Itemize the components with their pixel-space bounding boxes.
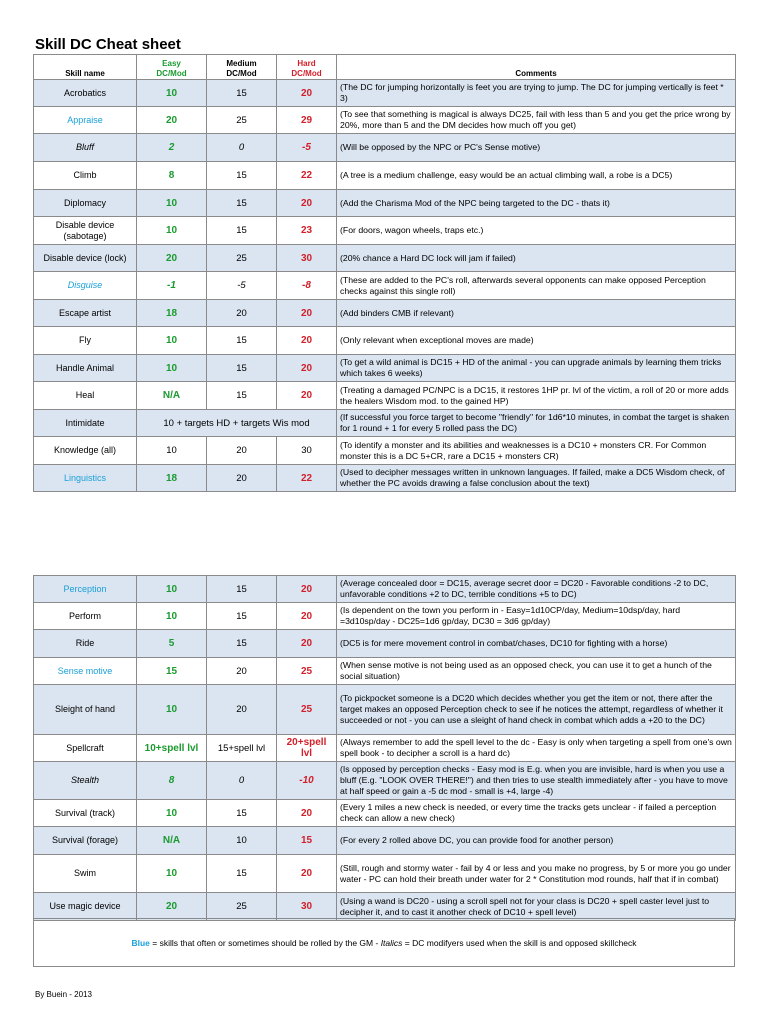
skill-name: Disable device (lock)	[34, 245, 137, 272]
comment: (To identify a monster and its abilities and weaknesses is a DC10 + monsters CR. For Common monster this is a DC 5+CR, rare a DC15 + monsters CR)	[337, 437, 736, 465]
dc-medium: 20	[207, 658, 277, 685]
dc-medium: 15	[207, 603, 277, 630]
dc-easy: N/A	[137, 382, 207, 410]
skill-name: Ride	[34, 630, 137, 658]
skill-name: Disguise	[34, 272, 137, 300]
dc-medium: 15	[207, 382, 277, 410]
table-row	[34, 437, 736, 465]
dc-medium: 15	[207, 190, 277, 217]
table-row	[34, 576, 736, 603]
header-medium: Medium DC/Mod	[207, 55, 277, 80]
dc-hard: 20	[277, 576, 337, 603]
dc-medium: 15	[207, 355, 277, 382]
skill-name: Bluff	[34, 134, 137, 162]
table-row	[34, 465, 736, 492]
skill-name: Disable device (sabotage)	[34, 217, 137, 245]
table-row	[34, 300, 736, 327]
table-row	[34, 603, 736, 630]
dc-medium: 20	[207, 685, 277, 735]
dc-easy: 10	[137, 576, 207, 603]
table-header-row	[34, 55, 736, 80]
dc-medium: 15	[207, 80, 277, 107]
legend-italics-word: Italics	[380, 937, 403, 948]
skill-name: Intimidate	[34, 410, 137, 437]
legend-part1: = skills that often or sometimes should be rolled by the GM -	[149, 937, 381, 948]
comment: (Used to decipher messages written in unknown languages. If failed, make a DC5 Wisdom check, of whether the PC avoids drawing a false conclusion about the text)	[337, 465, 736, 492]
skill-name: Use magic device	[34, 893, 137, 921]
page-title: Skill DC Cheat sheet	[35, 36, 181, 53]
legend-part2: = DC modifyers used when the skill is and opposed skillcheck	[402, 937, 637, 948]
table-row	[34, 855, 736, 893]
table-row	[34, 762, 736, 800]
comment: (Every 1 miles a new check is needed, or every time the tracks gets unclear - if failed a perception check can allow a new check)	[337, 800, 736, 827]
table-row	[34, 827, 736, 855]
comment: (A tree is a medium challenge, easy would be an actual climbing wall, a robe is a DC5)	[337, 162, 736, 190]
legend	[33, 918, 735, 967]
dc-easy: 10	[137, 855, 207, 893]
dc-medium: -5	[207, 272, 277, 300]
skill-name: Handle Animal	[34, 355, 137, 382]
dc-medium: 25	[207, 893, 277, 921]
dc-hard: 20	[277, 355, 337, 382]
header-easy: Easy DC/Mod	[137, 55, 207, 80]
comment: (The DC for jumping horizontally is feet you are trying to jump. The DC for jumping vertically is feet * 3)	[337, 80, 736, 107]
dc-easy: 18	[137, 300, 207, 327]
dc-hard: 30	[277, 245, 337, 272]
skill-table-bottom	[33, 575, 736, 921]
skill-name: Escape artist	[34, 300, 137, 327]
comment: (Is opposed by perception checks - Easy mod is E.g. when you are invisible, hard is when you use a bluff (E.g. "LOOK OVER THERE!") and then tries to use stealth immediately after - you have to move at half speed or gain a -5 dc mod - small is +4, large -4)	[337, 762, 736, 800]
dc-medium: 25	[207, 107, 277, 134]
dc-hard: 20	[277, 603, 337, 630]
table-row	[34, 245, 736, 272]
dc-hard: 20+spell lvl	[277, 735, 337, 762]
table-row	[34, 893, 736, 921]
comment: (Add binders CMB if relevant)	[337, 300, 736, 327]
dc-easy: 18	[137, 465, 207, 492]
dc-hard: 29	[277, 107, 337, 134]
comment: (DC5 is for mere movement control in combat/chases, DC10 for fighting with a horse)	[337, 630, 736, 658]
table-row	[34, 162, 736, 190]
table-row	[34, 327, 736, 355]
dc-easy: 10	[137, 603, 207, 630]
dc-easy: 10	[137, 685, 207, 735]
dc-medium: 0	[207, 762, 277, 800]
skill-name: Sleight of hand	[34, 685, 137, 735]
dc-medium: 25	[207, 245, 277, 272]
dc-easy: 10	[137, 190, 207, 217]
comment: (Only relevant when exceptional moves are made)	[337, 327, 736, 355]
dc-hard: -10	[277, 762, 337, 800]
dc-medium: 0	[207, 134, 277, 162]
comment: (Is dependent on the town you perform in - Easy=1d10CP/day, Medium=10dsp/day, hard =3d10sp/day - DC25=1d6 gp/day, DC30 = 3d6 gp/day)	[337, 603, 736, 630]
skill-name: Swim	[34, 855, 137, 893]
dc-span: 10 + targets HD + targets Wis mod	[137, 410, 337, 437]
dc-hard: 20	[277, 382, 337, 410]
dc-easy: 5	[137, 630, 207, 658]
dc-hard: 20	[277, 800, 337, 827]
table-row	[34, 410, 736, 437]
table-row	[34, 800, 736, 827]
dc-easy: N/A	[137, 827, 207, 855]
legend-text	[131, 938, 636, 948]
dc-easy: 10	[137, 437, 207, 465]
dc-hard: 25	[277, 658, 337, 685]
comment: (To see that something is magical is always DC25, fail with less than 5 and you get the price wrong by 20%, more than 5 and the DM decides how much off you get)	[337, 107, 736, 134]
header-comments: Comments	[337, 55, 736, 80]
dc-medium: 15+spell lvl	[207, 735, 277, 762]
skill-name: Climb	[34, 162, 137, 190]
skill-name: Fly	[34, 327, 137, 355]
dc-hard: 30	[277, 437, 337, 465]
skill-name: Survival (track)	[34, 800, 137, 827]
dc-medium: 15	[207, 327, 277, 355]
comment: (For doors, wagon wheels, traps etc.)	[337, 217, 736, 245]
table-row	[34, 107, 736, 134]
dc-easy: 10	[137, 327, 207, 355]
table-row	[34, 355, 736, 382]
skill-name: Survival (forage)	[34, 827, 137, 855]
comment: (Still, rough and stormy water - fail by 4 or less and you make no progress, by 5 or more you go under water - PC can hold their breath under water for 2 * Constitution mod rounds, half that if in combat)	[337, 855, 736, 893]
dc-hard: -5	[277, 134, 337, 162]
dc-easy: 20	[137, 245, 207, 272]
credit: By Buein - 2013	[35, 990, 92, 999]
dc-easy: 10	[137, 800, 207, 827]
comment: (For every 2 rolled above DC, you can provide food for another person)	[337, 827, 736, 855]
dc-easy: 8	[137, 762, 207, 800]
comment: (These are added to the PC's roll, afterwards several opponents can make opposed Perception checks against this single roll)	[337, 272, 736, 300]
skill-name: Linguistics	[34, 465, 137, 492]
comment: (Always remember to add the spell level to the dc - Easy is only when targeting a spell from one's own spell book - to decipher a scroll is a hard dc)	[337, 735, 736, 762]
dc-easy: 10	[137, 355, 207, 382]
comment: (Using a wand is DC20 - using a scroll spell not for your class is DC20 + spell caster level just to decipher it, and to cast it another check of DC10 + spell level)	[337, 893, 736, 921]
dc-medium: 15	[207, 162, 277, 190]
table-row	[34, 630, 736, 658]
legend-blue-word: Blue	[131, 937, 150, 948]
dc-hard: 20	[277, 630, 337, 658]
dc-medium: 15	[207, 576, 277, 603]
dc-hard: 23	[277, 217, 337, 245]
dc-hard: 15	[277, 827, 337, 855]
comment: (When sense motive is not being used as an opposed check, you can use it to get a hunch of the social situation)	[337, 658, 736, 685]
dc-hard: -8	[277, 272, 337, 300]
skill-name: Spellcraft	[34, 735, 137, 762]
table-row	[34, 658, 736, 685]
skill-name: Perform	[34, 603, 137, 630]
comment: (Will be opposed by the NPC or PC's Sense motive)	[337, 134, 736, 162]
comment: (To pickpocket someone is a DC20 which decides whether you get the item or not, there after the target makes an opposed Perception check to see if he notices the attempt, regardless of whether it succeeded or not - you can use a sleight of hand check in combat which adds a +20 to the DC)	[337, 685, 736, 735]
dc-hard: 20	[277, 855, 337, 893]
dc-hard: 20	[277, 190, 337, 217]
dc-easy: 8	[137, 162, 207, 190]
table-row	[34, 217, 736, 245]
dc-easy: 20	[137, 107, 207, 134]
dc-easy: 10	[137, 217, 207, 245]
skill-name: Acrobatics	[34, 80, 137, 107]
skill-name: Stealth	[34, 762, 137, 800]
table-row	[34, 735, 736, 762]
table-row	[34, 382, 736, 410]
comment: (Average concealed door = DC15, average secret door = DC20 - Favorable conditions -2 to DC, unfavorable conditions +2 to DC, terrible conditions +5 to DC)	[337, 576, 736, 603]
comment: (Add the Charisma Mod of the NPC being targeted to the DC - thats it)	[337, 190, 736, 217]
dc-medium: 15	[207, 217, 277, 245]
comment: (To get a wild animal is DC15 + HD of the animal - you can upgrade animals by learning them tricks which takes 6 weeks)	[337, 355, 736, 382]
dc-hard: 30	[277, 893, 337, 921]
header-skill: Skill name	[34, 55, 137, 80]
skill-name: Sense motive	[34, 658, 137, 685]
dc-medium: 15	[207, 800, 277, 827]
table-row	[34, 685, 736, 735]
skill-name: Diplomacy	[34, 190, 137, 217]
dc-hard: 20	[277, 300, 337, 327]
dc-easy: 10+spell lvl	[137, 735, 207, 762]
skill-name: Appraise	[34, 107, 137, 134]
comment: (If successful you force target to become "friendly" for 1d6*10 minutes, in combat the target is shaken for 1 round + 1 for every 5 rolled pass the DC)	[337, 410, 736, 437]
table-row	[34, 190, 736, 217]
dc-medium: 20	[207, 465, 277, 492]
table-row	[34, 80, 736, 107]
skill-name: Knowledge (all)	[34, 437, 137, 465]
dc-medium: 10	[207, 827, 277, 855]
dc-hard: 22	[277, 162, 337, 190]
table-row	[34, 272, 736, 300]
table-row	[34, 134, 736, 162]
dc-easy: 20	[137, 893, 207, 921]
dc-medium: 20	[207, 300, 277, 327]
comment: (20% chance a Hard DC lock will jam if failed)	[337, 245, 736, 272]
comment: (Treating a damaged PC/NPC is a DC15, it restores 1HP pr. lvl of the victim, a roll of 20 or more adds the healers Wisdom mod. to the gained HP)	[337, 382, 736, 410]
dc-medium: 15	[207, 630, 277, 658]
dc-hard: 22	[277, 465, 337, 492]
dc-medium: 20	[207, 437, 277, 465]
dc-easy: 2	[137, 134, 207, 162]
skill-name: Perception	[34, 576, 137, 603]
dc-medium: 15	[207, 855, 277, 893]
dc-easy: 15	[137, 658, 207, 685]
dc-easy: 10	[137, 80, 207, 107]
dc-easy: -1	[137, 272, 207, 300]
header-hard: Hard DC/Mod	[277, 55, 337, 80]
dc-hard: 20	[277, 327, 337, 355]
dc-hard: 20	[277, 80, 337, 107]
dc-hard: 25	[277, 685, 337, 735]
skill-table-top	[33, 54, 736, 492]
skill-name: Heal	[34, 382, 137, 410]
